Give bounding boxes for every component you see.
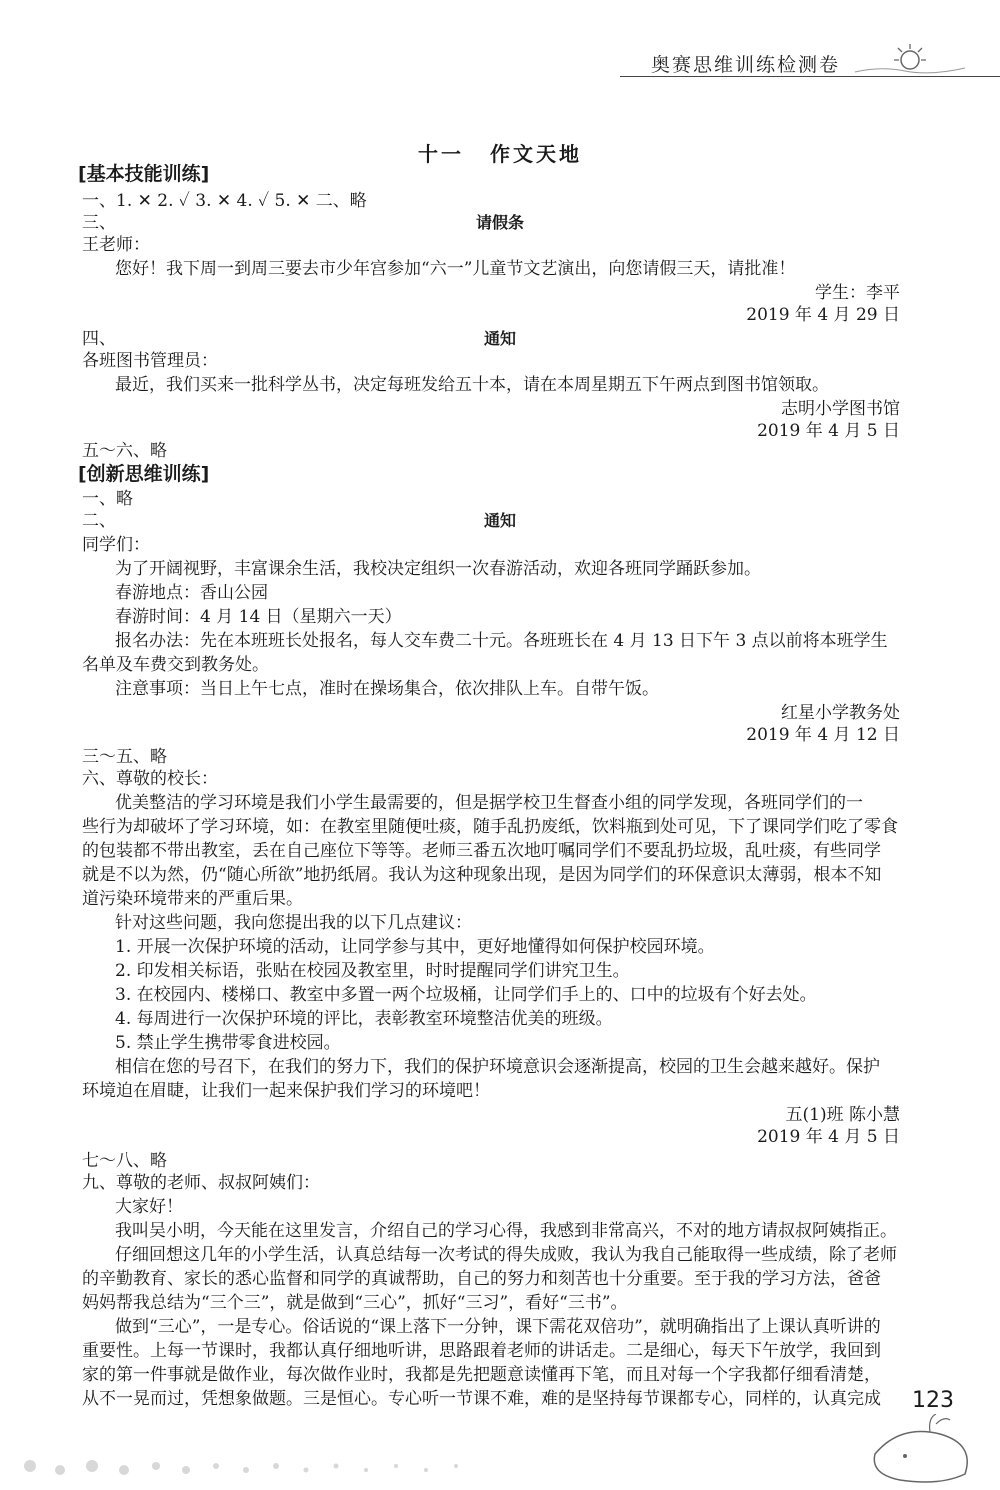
speech9-line-1: 我叫吴小明，今天能在这里发言，介绍自己的学习心得，我感到非常高兴，不对的地方请叔叔阿姨指正。 bbox=[115, 1221, 897, 1241]
notice1-signature: 志明小学图书馆 bbox=[781, 399, 900, 419]
notice2-paragraph-1: 为了开阔视野，丰富课余生活，我校决定组织一次春游活动，欢迎各班同学踊跃参加。 bbox=[115, 559, 761, 579]
letter6-signature: 五(1)班 陈小慧 bbox=[785, 1105, 900, 1125]
speech9-line-5: 做到“三心”，一是专心。俗话说的“课上落下一分钟，课下需花双倍功”，就明确指出了上课认真听讲的 bbox=[115, 1317, 881, 1337]
answer-label-c2: 二、 bbox=[82, 511, 116, 531]
whale-doodle-icon bbox=[0, 1414, 1000, 1490]
notice2-location: 春游地点：香山公园 bbox=[115, 583, 268, 603]
notice2-notes: 注意事项：当日上午七点，准时在操场集合，依次排队上车。自带午饭。 bbox=[115, 679, 659, 699]
page-header bbox=[620, 46, 1000, 77]
notice1-greeting: 各班图书管理员： bbox=[82, 351, 218, 371]
speech9-line-7: 家的第一件事就是做作业，每次做作业时，我都是先把题意读懂再下笔，而且对每一个字我都仔细看清楚， bbox=[82, 1365, 881, 1385]
letter6-item-1: 1. 开展一次保护环境的活动，让同学参与其中，更好地懂得如何保护校园环境。 bbox=[115, 937, 715, 957]
notice2-date: 2019 年 4 月 12 日 bbox=[746, 725, 900, 745]
notice2-signup-b: 名单及车费交到教务处。 bbox=[82, 655, 269, 675]
answer-line-5-6: 五～六、略 bbox=[82, 441, 167, 461]
chapter-number: 十一 bbox=[418, 142, 464, 166]
leave-note-title: 请假条 bbox=[475, 213, 524, 232]
letter6-item-3: 3. 在校园内、楼梯口、教室中多置一两个垃圾桶，让同学们手上的、口中的垃圾有个好去处。 bbox=[115, 985, 817, 1005]
letter6-line-6: 针对这些问题，我向您提出我的以下几点建议： bbox=[115, 913, 472, 933]
sun-doodle-icon bbox=[850, 38, 970, 78]
speech9-line-8: 从不一晃而过，凭想象做题。三是恒心。专心听一节课不难，难的是坚持每节课都专心，同样的，认真完成 bbox=[82, 1389, 881, 1409]
letter6-date: 2019 年 4 月 5 日 bbox=[757, 1127, 900, 1147]
leave-note-date: 2019 年 4 月 29 日 bbox=[746, 305, 900, 325]
notice2-signature: 红星小学教务处 bbox=[781, 703, 900, 723]
notice2-title: 通知 bbox=[483, 511, 516, 530]
answer-line-c7-8: 七～八、略 bbox=[82, 1151, 167, 1171]
letter6-line-5: 道污染环境带来的严重后果。 bbox=[82, 889, 303, 909]
leave-note-body: 您好！我下周一到周三要去市少年宫参加“六一”儿童节文艺演出，向您请假三天，请批准！ bbox=[115, 259, 796, 279]
leave-note-greeting: 王老师： bbox=[82, 235, 150, 255]
speech9-hello: 大家好！ bbox=[115, 1197, 183, 1217]
notice2-time: 春游时间：4 月 14 日（星期六一天） bbox=[115, 607, 402, 627]
chapter-name: 作文天地 bbox=[490, 142, 582, 166]
speech9-line-2: 仔细回想这几年的小学生活，认真总结每一次考试的得失成败，我认为我自己能取得一些成绩，除了老师 bbox=[115, 1245, 897, 1265]
notice1-date: 2019 年 4 月 5 日 bbox=[757, 421, 900, 441]
answer-line-c1: 一、略 bbox=[82, 489, 133, 509]
speech9-line-6: 重要性。上每一节课时，我都认真仔细地听讲，思路跟着老师的讲话走。二是细心，每天下午放学，我回到 bbox=[82, 1341, 881, 1361]
page-number: 123 bbox=[912, 1388, 954, 1413]
letter6-line-3: 的包装都不带出教室，丢在自己座位下等等。老师三番五次地叮嘱同学们不要乱扔垃圾，乱吐痰，有些同学 bbox=[82, 841, 881, 861]
letter6-item-5: 5. 禁止学生携带零食进校园。 bbox=[115, 1033, 341, 1053]
leave-note-signature: 学生：李平 bbox=[815, 283, 900, 303]
letter6-greeting: 六、尊敬的校长： bbox=[82, 769, 218, 789]
letter6-line-4: 就是不以为然，仍“随心所欲”地扔纸屑。我认为这种现象出现，是因为同学们的环保意识太薄弱，根本不知 bbox=[82, 865, 882, 885]
notice2-greeting: 同学们： bbox=[82, 535, 150, 555]
letter6-line-7: 相信在您的号召下，在我们的努力下，我们的保护环境意识会逐渐提高，校园的卫生会越来越好。保护 bbox=[115, 1057, 880, 1077]
answer-line-1-2: 一、1. ✕ 2. ✓ 3. ✕ 4. ✓ 5. ✕ 二、略 bbox=[82, 191, 367, 211]
letter6-line-1: 优美整洁的学习环境是我们小学生最需要的，但是据学校卫生督查小组的同学发现，各班同学们的一 bbox=[115, 793, 863, 813]
letter6-item-2: 2. 印发相关标语，张贴在校园及教室里，时时提醒同学们讲究卫生。 bbox=[115, 961, 630, 981]
section-basic-skills: [基本技能训练] bbox=[78, 163, 210, 185]
section-creative-thinking: [创新思维训练] bbox=[78, 463, 210, 485]
notice1-body: 最近，我们买来一批科学丛书，决定每班发给五十本，请在本周星期五下午两点到图书馆领取。 bbox=[115, 375, 829, 395]
answer-line-c3-5: 三～五、略 bbox=[82, 747, 167, 767]
header-title: 奥赛思维训练检测卷 bbox=[650, 54, 840, 76]
notice2-signup-a: 报名办法：先在本班班长处报名，每人交车费二十元。各班班长在 4 月 13 日下午 3 点以前将本班学生 bbox=[115, 631, 888, 651]
speech9-greeting: 九、尊敬的老师、叔叔阿姨们： bbox=[82, 1173, 320, 1193]
speech9-line-4: 妈妈帮我总结为“三个三”，就是做到“三心”，抓好“三习”，看好“三书”。 bbox=[82, 1293, 628, 1313]
answer-label-3: 三、 bbox=[82, 213, 116, 233]
speech9-line-3: 的辛勤教育、家长的悉心监督和同学的真诚帮助，自己的努力和刻苦也十分重要。至于我的学习方法，爸爸 bbox=[82, 1269, 881, 1289]
letter6-line-8: 环境迫在眉睫，让我们一起来保护我们学习的环境吧！ bbox=[82, 1081, 490, 1101]
letter6-item-4: 4. 每周进行一次保护环境的评比，表彰教室环境整洁优美的班级。 bbox=[115, 1009, 613, 1029]
answer-label-4: 四、 bbox=[82, 329, 116, 349]
letter6-line-2: 些行为却破坏了学习环境，如：在教室里随便吐痰，随手乱扔废纸，饮料瓶到处可见，下了课同学们吃了零食 bbox=[82, 817, 898, 837]
notice1-title: 通知 bbox=[483, 329, 516, 348]
